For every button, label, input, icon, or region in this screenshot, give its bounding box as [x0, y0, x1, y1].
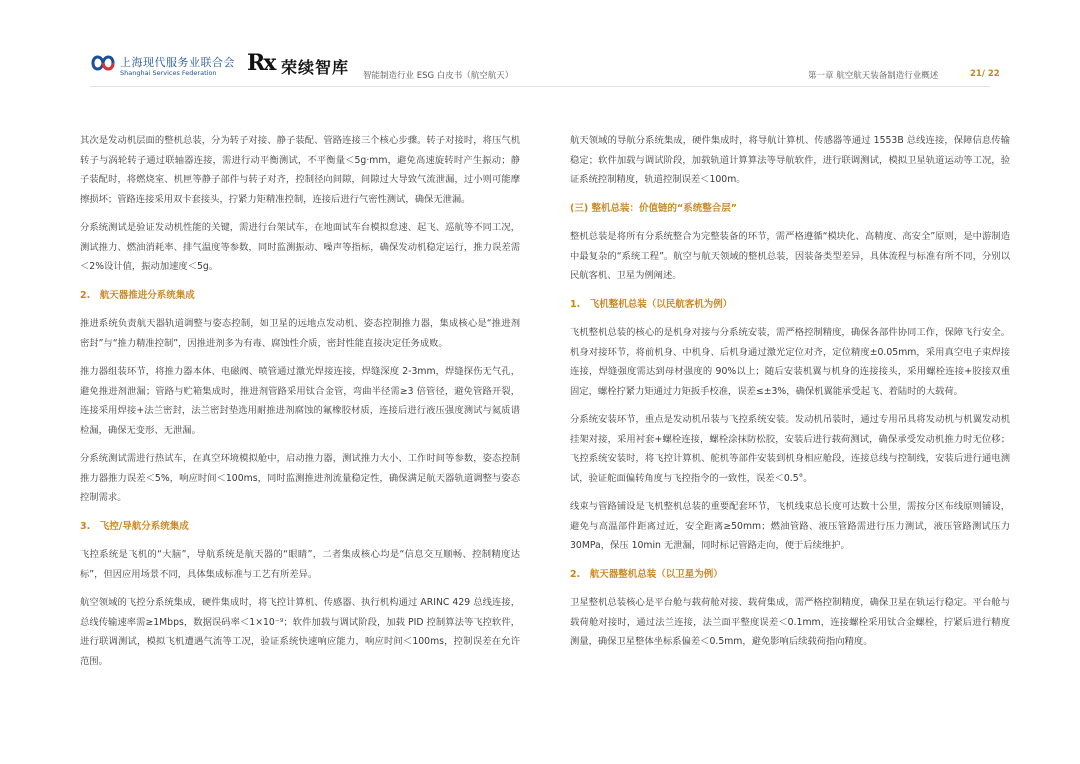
- paragraph: 推进系统负责航天器轨道调整与姿态控制，如卫星的远地点发动机、姿态控制推力器，集成核心是“推进剂密封”与“推力精准控制”，因推进剂多为有毒、腐蚀性介质，密封性能直接决定任务成败。: [80, 318, 520, 349]
- header-divider: [90, 86, 990, 87]
- section-heading: 2. 航天器推进分系统集成: [80, 289, 195, 301]
- paragraph: 分系统测试需进行热试车，在真空环境模拟舱中，启动推力器，测试推力大小、工作时间等参数，姿态控制推力器推力误差＜5%，响应时间＜100ms，同时监测推进剂流量稳定性，确保满足航天器轨道调整与姿态控制需求。: [80, 453, 520, 503]
- paragraph: 推力器组装环节，将推力器本体、电磁阀、喷管通过激光焊接连接，焊缝深度 2-3mm，焊缝探伤无气孔，避免推进剂泄漏；管路与贮箱集成时，推进剂管路采用钛合金管，弯曲半径需≥3 倍管径，避免管路开裂，连接采用焊接+法兰密封，法兰密封垫选用耐推进剂腐蚀的氟橡胶材质，连接后进行液压强度测试与氦质谱检漏，确保无变形、无泄漏。: [80, 366, 520, 436]
- paragraph: 卫星整机总装核心是平台舱与载荷舱对接、载荷集成，需严格控制精度，确保卫星在轨运行稳定。平台舱与载荷舱对接时，通过法兰连接，法兰面平整度误差＜0.1mm，连接螺栓采用钛合金螺栓，拧紧后进行精度测量，确保卫星整体坐标系偏差＜0.5mm，避免影响后续载荷指向精度。: [570, 597, 1010, 647]
- section-heading: 3. 飞控/导航分系统集成: [80, 520, 189, 532]
- rx-logo-mark: Rx: [247, 50, 275, 76]
- paragraph: 分系统测试是验证发动机性能的关键，需进行台架试车，在地面试车台模拟怠速、起飞、巡航等不同工况，测试推力、燃油消耗率、排气温度等参数，同时监测振动、噪声等指标，确保发动机稳定运行，推力误差需＜2%设计值，振动加速度＜5g。: [80, 222, 520, 272]
- paragraph: 整机总装是将所有分系统整合为完整装备的环节，需严格遵循“模块化、高精度、高安全”原则，是中游制造中最复杂的“系统工程”。航空与航天领域的整机总装，因装备类型差异，具体流程与标准有所不同，分别以民航客机、卫星为例阐述。: [570, 231, 1010, 281]
- paragraph: 航天领域的导航分系统集成，硬件集成时，将导航计算机、传感器等通过 1553B 总线连接，保障信息传输稳定；软件加载与调试阶段，加载轨道计算算法等导航软件，进行联调测试，模拟卫星轨道运动等工况，验证系统控制精度，轨道控制误差＜100m。: [570, 135, 1010, 185]
- section-heading: 1. 飞机整机总装（以民航客机为例）: [570, 298, 733, 310]
- document-title: 智能制造行业 ESG 白皮书（航空航天）: [363, 71, 514, 81]
- paragraph: 航空领域的飞控分系统集成，硬件集成时，将飞控计算机、传感器、执行机构通过 ARINC 429 总线连接，总线传输速率需≥1Mbps，数据误码率＜1×10⁻⁹；软件加载与调试阶段，加载 PID 控制算法等飞控软件，进行联调测试，模拟飞机遭遇气流等工况，验证系统快速响应能力，响应时间＜100ms，控制误差在允许范围。: [80, 597, 520, 667]
- page-header: [0, 0, 1080, 100]
- paragraph: 分系统安装环节，重点是发动机吊装与飞控系统安装。发动机吊装时，通过专用吊具将发动机与机翼发动机挂架对接，采用衬套+螺栓连接，螺栓涂抹防松胶，安装后进行载荷测试，确保承受发动机推力时无位移；飞控系统安装时，将飞控计算机、舵机等部件安装到机身相应舱段，连接总线与控制线，安装后进行通电测试，验证舵面偏转角度与飞控指令的一致性，误差＜0.5°。: [570, 414, 1010, 484]
- paragraph: 飞控系统是飞机的“大脑”，导航系统是航天器的“眼睛”，二者集成核心均是“信息交互顺畅、控制精度达标”，但因应用场景不同，具体集成标准与工艺有所差异。: [80, 549, 520, 580]
- paragraph: 线束与管路铺设是飞机整机总装的重要配套环节，飞机线束总长度可达数十公里，需按分区布线原则铺设，避免与高温部件距离过近，安全距离≥50mm；燃油管路、液压管路需进行压力测试，液压管路测试压力 30MPa，保压 10min 无泄漏，同时标记管路走向，便于后续维护。: [570, 501, 1010, 551]
- rongxu-logo: [247, 50, 377, 82]
- federation-logo-icon: [90, 52, 116, 74]
- federation-name-cn: 上海现代服务业联合会: [120, 56, 235, 69]
- rongxu-logo-text: 荣续智库: [281, 58, 350, 77]
- section-heading: (三) 整机总装：价值链的“系统整合层”: [570, 202, 737, 214]
- paragraph: 飞机整机总装的核心的是机身对接与分系统安装，需严格控制精度，确保各部件协同工作，保障飞行安全。机身对接环节，将前机身、中机身、后机身通过激光定位对齐，定位精度±0.05mm，采用真空电子束焊接连接，焊缝强度需达到母材强度的 90%以上；随后安装机翼与机身的连接接头，采用螺栓连接+胶接双重固定，螺栓拧紧力矩通过力矩扳手校准，误差≤±3%，确保机翼能承受起飞、着陆时的大载荷。: [570, 327, 1010, 397]
- federation-name-en: Shanghai Services Federation: [120, 69, 217, 77]
- page-number: 21/ 22: [970, 69, 1000, 79]
- chapter-title: 第一章 航空航天装备制造行业概述: [808, 71, 939, 81]
- federation-logo: [90, 50, 240, 82]
- section-heading: 2. 航天器整机总装（以卫星为例）: [570, 568, 723, 580]
- paragraph: 其次是发动机层面的整机总装，分为转子对接、静子装配、管路连接三个核心步骤。转子对接时，将压气机转子与涡轮转子通过联轴器连接，需进行动平衡测试，不平衡量＜5g·mm，避免高速旋转时产生振动；静子装配时，将燃烧室、机匣等静子部件与转子对齐，控制径向间隙，间隙过大导致气流泄漏，过小则可能摩擦损坏；管路连接采用双卡套接头，拧紧力矩精准控制，连接后进行气密性测试，确保无泄漏。: [80, 135, 520, 205]
- right-column: [570, 131, 1010, 661]
- left-column: [80, 131, 520, 680]
